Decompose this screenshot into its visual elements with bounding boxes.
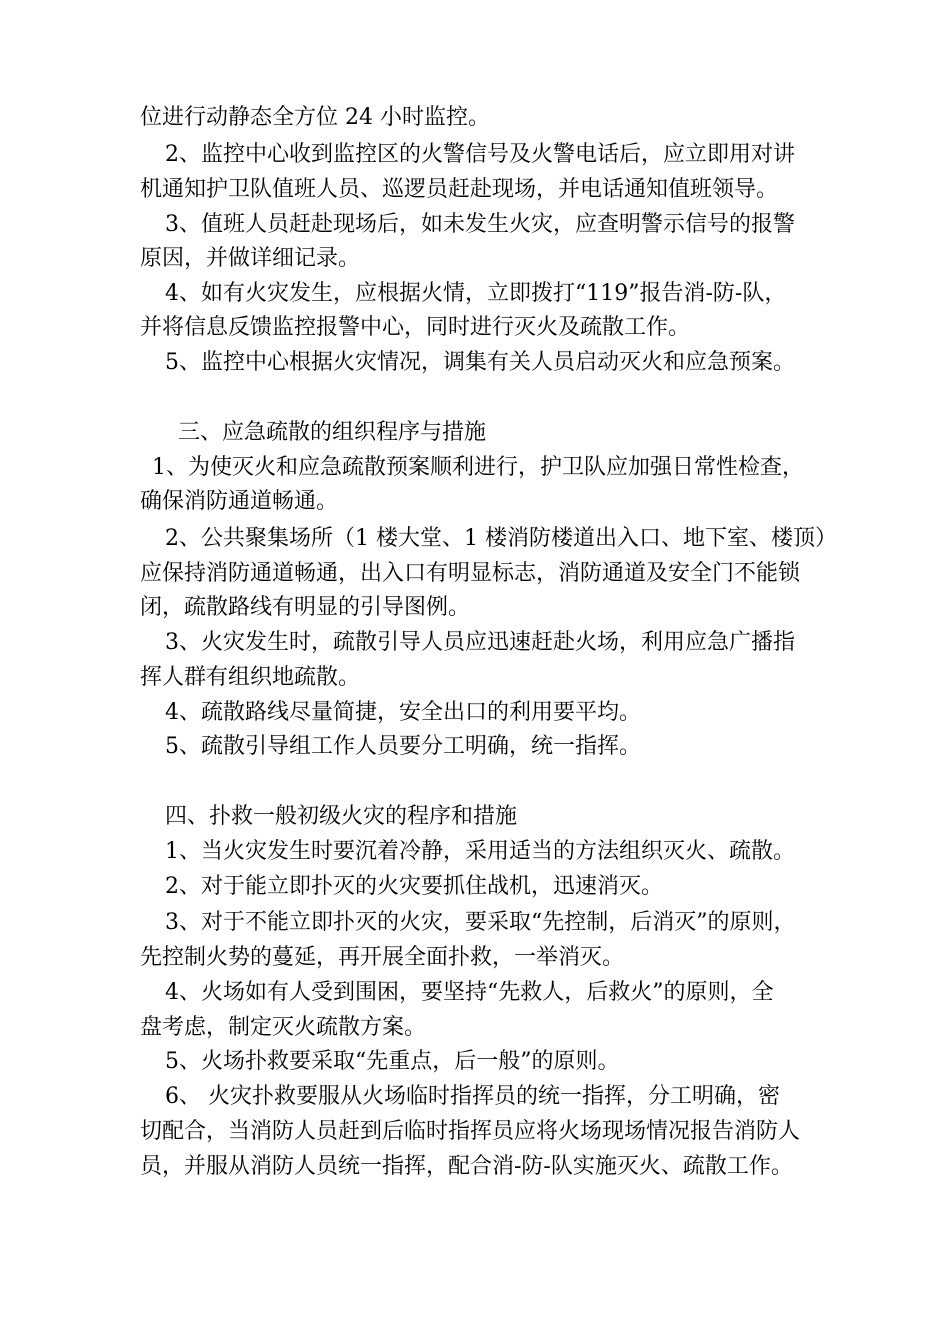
text-line: 盘考虑，制定灭火疏散方案。 [140,1015,427,1040]
text-line: 挥人群有组织地疏散。 [140,665,361,690]
text-line: 闭，疏散路线有明显的引导图例。 [140,595,471,620]
text-line: 原因，并做详细记录。 [140,246,361,271]
text-line: 并将信息反馈监控报警中心，同时进行灭火及疏散工作。 [140,315,691,340]
list-item-3: 3、火灾发生时，疏散引导人员应迅速赶赴火场，利用应急广播指 [165,630,795,655]
text-line: 确保消防通道畅通。 [140,489,339,514]
list-item-5: 5、监控中心根据火灾情况，调集有关人员启动灭火和应急预案。 [165,350,795,375]
text-line: 位进行动静态全方位 24 小时监控。 [140,105,490,130]
list-item-2: 2、对于能立即扑灭的火灾要抓住战机，迅速消灭。 [165,874,663,899]
text-line: 机通知护卫队值班人员、巡逻员赶赴现场，并电话通知值班领导。 [140,177,779,202]
list-item-2: 2、监控中心收到监控区的火警信号及火警电话后，应立即用对讲 [165,142,795,167]
text-line: 员，并服从消防人员统一指挥，配合消-防-队实施灭火、疏散工作。 [140,1154,793,1179]
section-heading: 四、扑救一般初级火灾的程序和措施 [165,804,518,829]
list-item-1: 1、当火灾发生时要沉着冷静，采用适当的方法组织灭火、疏散。 [165,839,795,864]
list-item-4: 4、疏散路线尽量简捷，安全出口的利用要平均。 [165,700,641,725]
text-line: 切配合，当消防人员赶到后临时指挥员应将火场现场情况报告消防人 [140,1119,801,1144]
list-item-4: 4、如有火灾发生，应根据火情，立即拨打“119”报告消-防-队， [165,281,787,306]
list-item-3: 3、值班人员赶赴现场后，如未发生火灾，应查明警示信号的报警 [165,212,795,237]
list-item-1: 1、为使灭火和应急疏散预案顺利进行，护卫队应加强日常性检查， [152,455,804,480]
list-item-3: 3、对于不能立即扑灭的火灾，要采取“先控制，后消灭”的原则， [165,910,796,935]
section-heading: 三、应急疏散的组织程序与措施 [178,420,487,445]
text-line: 应保持消防通道畅通，出入口有明显标志，消防通道及安全门不能锁 [140,561,801,586]
list-item-6: 6、 火灾扑救要服从火场临时指挥员的统一指挥，分工明确，密 [165,1084,780,1109]
list-item-5: 5、火场扑救要采取“先重点，后一般”的原则。 [165,1049,620,1074]
list-item-5: 5、疏散引导组工作人员要分工明确，统一指挥。 [165,734,641,759]
list-item-2: 2、公共聚集场所（1 楼大堂、1 楼消防楼道出入口、地下室、楼顶） [165,526,837,551]
list-item-4: 4、火场如有人受到围困，要坚持“先救人，后救火”的原则，全 [165,980,774,1005]
text-line: 先控制火势的蔓延，再开展全面扑救，一举消灭。 [140,945,625,970]
